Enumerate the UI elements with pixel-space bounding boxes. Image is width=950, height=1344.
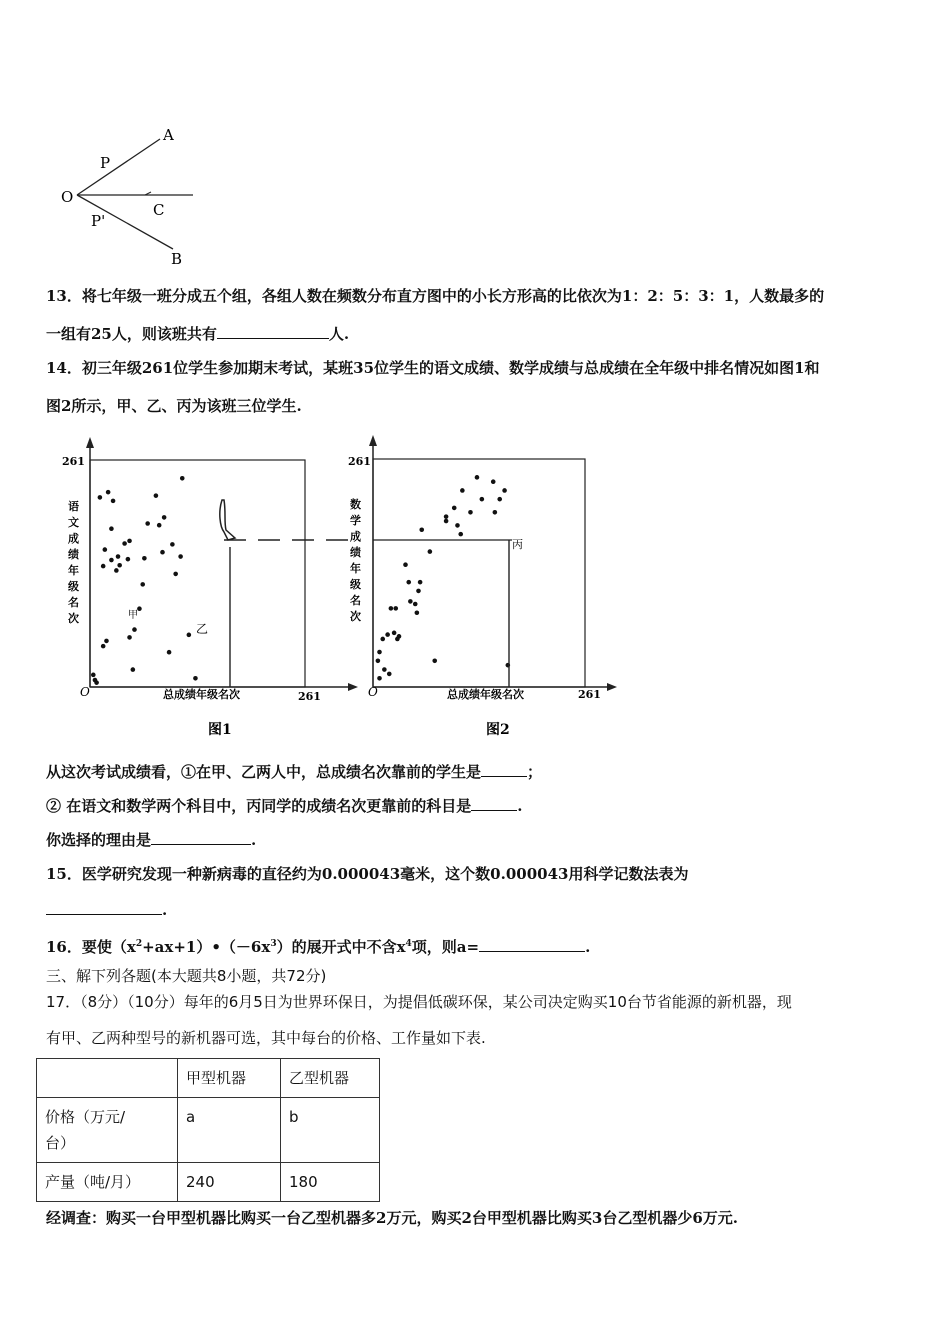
scatter-point: [452, 506, 457, 511]
ylabel-char: 成: [68, 532, 79, 545]
scatter-point: [145, 521, 150, 526]
ylabel-char: 语: [68, 500, 79, 513]
scatter-point: [468, 510, 473, 515]
scatter-point: [109, 558, 114, 563]
ylabel-char: 名: [350, 594, 361, 607]
table-header-row: [37, 1059, 380, 1098]
chart-2: [348, 435, 617, 738]
section3-title: 三、解下列各题(本大题共8小题，共72分): [46, 967, 327, 985]
table-header-empty: [37, 1059, 178, 1098]
q14-line1: 14．初三年级261位学生参加期末考试，某班35位学生的语文成绩、数学成绩与总成绩在全年级中排名情况如图1和: [46, 359, 820, 377]
scatter-point: [157, 523, 162, 528]
survey-text: 经调查：购买一台甲型机器比购买一台乙型机器多2万元，购买2台甲型机器比购买3台乙型机器少6万元.: [46, 1209, 738, 1227]
chart1-label-jia: 甲: [128, 610, 138, 621]
scatter-point: [109, 526, 114, 531]
machine-table: [36, 1058, 380, 1202]
angle-figure: [55, 122, 205, 272]
scatter-point: [432, 658, 437, 663]
scatter-point: [416, 589, 421, 594]
scatter-point: [106, 490, 111, 495]
q17-line1: 17．（8分）（10分）每年的6月5日为世界环保日，为提倡低碳环保，某公司决定购买10台节省能源的新机器，现: [46, 993, 792, 1011]
ylabel-char: 级: [68, 580, 79, 593]
chart2-xmax: 261: [578, 688, 601, 701]
table-row-price-label: 价格（万元/ 台）: [37, 1098, 178, 1163]
table-header-jia: 甲型机器: [178, 1059, 281, 1098]
scatter-point: [385, 632, 390, 637]
chart1-ylabel: [68, 499, 79, 625]
scatter-point: [154, 493, 159, 498]
scatter-point: [377, 650, 382, 655]
chart2-ymax: 261: [348, 455, 371, 468]
scatter-point: [142, 556, 147, 561]
scatter-point: [160, 550, 165, 555]
scatter-point: [162, 515, 167, 520]
ylabel-char: 文: [68, 516, 79, 529]
scatter-point: [455, 523, 460, 528]
scatter-point: [444, 519, 449, 524]
scatter-point: [491, 479, 496, 484]
chart1-xlabel: 总成绩年级名次: [163, 688, 240, 701]
q14-answer3: 你选择的理由是 .: [46, 831, 257, 849]
scatter-point: [475, 475, 480, 480]
scatter-point: [382, 667, 387, 672]
scatter-point: [117, 563, 122, 568]
scatter-point: [170, 542, 175, 547]
scatter-point: [458, 532, 463, 537]
scatter-point: [104, 639, 109, 644]
chart1-points: [91, 476, 198, 685]
table-row-output-label: 产量（吨/月）: [37, 1163, 178, 1202]
scatter-point: [122, 541, 127, 546]
scatter-point: [403, 562, 408, 567]
scatter-point: [397, 634, 402, 639]
scatter-point: [428, 549, 433, 554]
table-row: [37, 1163, 380, 1202]
ylabel-char: 年: [68, 564, 79, 577]
ylabel-char: 绩: [350, 546, 361, 559]
chart2-points: [376, 475, 511, 681]
label-O: O: [61, 188, 74, 206]
label-P: P: [100, 154, 111, 172]
label-B: B: [171, 250, 183, 268]
scatter-point: [140, 582, 145, 587]
ylabel-char: 名: [68, 596, 79, 609]
chart-1: [62, 437, 358, 738]
q15-answer-blank[interactable]: [46, 900, 162, 915]
scatter-point: [114, 568, 119, 573]
ylabel-char: 学: [350, 514, 361, 527]
q14-answer3-blank[interactable]: [151, 830, 251, 845]
scatter-point: [94, 680, 99, 685]
rank-charts: [40, 432, 630, 742]
ylabel-char: 次: [350, 610, 361, 623]
scatter-point: [131, 667, 136, 672]
chart1-rabbit-marker: [220, 500, 235, 540]
scatter-point: [418, 580, 423, 585]
chart1-label-yi: 乙: [196, 622, 209, 636]
scatter-point: [376, 658, 381, 663]
scatter-point: [101, 644, 106, 649]
scatter-point: [502, 488, 507, 493]
q13-line1: 13．将七年级一班分成五个组，各组人数在频数分布直方图中的小长方形高的比依次为1：2：5：3：1，人数最多的: [46, 287, 825, 305]
scatter-point: [180, 476, 185, 481]
scatter-point: [101, 564, 106, 569]
scatter-point: [389, 606, 394, 611]
chart1-ymax: 261: [62, 455, 85, 468]
q16-line: 16．要使$(x^2+ax+1)•(-6x^3)$的展开式中不含$x^4$项，则a= .: [46, 938, 591, 956]
ylabel-char: 绩: [68, 548, 79, 561]
table-row: [37, 1098, 380, 1163]
scatter-point: [127, 635, 132, 640]
chart2-origin: O: [368, 685, 378, 699]
chart2-caption: 图2: [486, 722, 510, 738]
scatter-point: [387, 672, 392, 677]
scatter-point: [187, 633, 192, 638]
scatter-point: [406, 580, 411, 585]
scatter-point: [460, 488, 465, 493]
q13-line2: 一组有25人，则该班共有 人.: [46, 325, 350, 343]
scatter-point: [178, 554, 183, 559]
scatter-point: [193, 676, 198, 681]
chart1-origin: O: [80, 685, 90, 699]
scatter-point: [127, 539, 132, 544]
table-cell: a: [178, 1098, 281, 1163]
scatter-point: [444, 514, 449, 519]
scatter-point: [413, 602, 418, 607]
scatter-point: [167, 650, 172, 655]
scatter-point: [116, 554, 121, 559]
ylabel-char: 数: [350, 498, 361, 511]
scatter-point: [480, 497, 485, 502]
q14-answer2: ② 在语文和数学两个科目中，丙同学的成绩名次更靠前的科目是 .: [46, 797, 523, 815]
label-P-prime: P': [91, 212, 106, 230]
scatter-point: [91, 673, 96, 678]
scatter-point: [497, 497, 502, 502]
scatter-point: [173, 572, 178, 577]
scatter-point: [126, 557, 131, 562]
scatter-point: [380, 637, 385, 642]
scatter-point: [393, 606, 398, 611]
scatter-point: [111, 499, 116, 504]
q14-answer2-blank[interactable]: [471, 796, 517, 811]
label-A: A: [163, 126, 174, 144]
q17-line2: 有甲、乙两种型号的新机器可选，其中每台的价格、工作量如下表.: [46, 1029, 486, 1047]
q15-line1: 15．医学研究发现一种新病毒的直径约为0.000043毫米，这个数0.000043用科学记数法表为: [46, 865, 689, 883]
q14-answer1: 从这次考试成绩看，①在甲、乙两人中，总成绩名次靠前的学生是 ；: [46, 763, 543, 781]
chart1-caption: 图1: [208, 722, 232, 738]
ylabel-char: 年: [350, 562, 361, 575]
scatter-point: [493, 510, 498, 515]
table-cell: 180: [281, 1163, 380, 1202]
q15-line2: .: [46, 900, 916, 920]
table-header-yi: 乙型机器: [281, 1059, 380, 1098]
q14-answer1-blank[interactable]: [481, 762, 527, 777]
scatter-point: [132, 627, 137, 632]
scatter-point: [377, 676, 382, 681]
ylabel-char: 次: [68, 612, 79, 625]
label-C: C: [153, 201, 165, 219]
scatter-point: [392, 631, 397, 636]
scatter-point: [415, 610, 420, 615]
scatter-point: [419, 527, 424, 532]
scatter-point: [408, 599, 413, 604]
q14-line2: 图2所示，甲、乙、丙为该班三位学生.: [46, 397, 302, 415]
q13-answer-blank[interactable]: [217, 324, 329, 339]
ylabel-char: 级: [350, 578, 361, 591]
chart2-xlabel: 总成绩年级名次: [447, 688, 524, 701]
q16-answer-blank[interactable]: [479, 937, 585, 952]
table-cell: b: [281, 1098, 380, 1163]
ylabel-char: 成: [350, 530, 361, 543]
scatter-point: [103, 547, 108, 552]
scatter-point: [98, 495, 103, 500]
chart2-label-bing: 丙: [512, 538, 523, 551]
chart2-ylabel: [350, 497, 361, 623]
table-cell: 240: [178, 1163, 281, 1202]
chart1-xmax: 261: [298, 690, 321, 703]
